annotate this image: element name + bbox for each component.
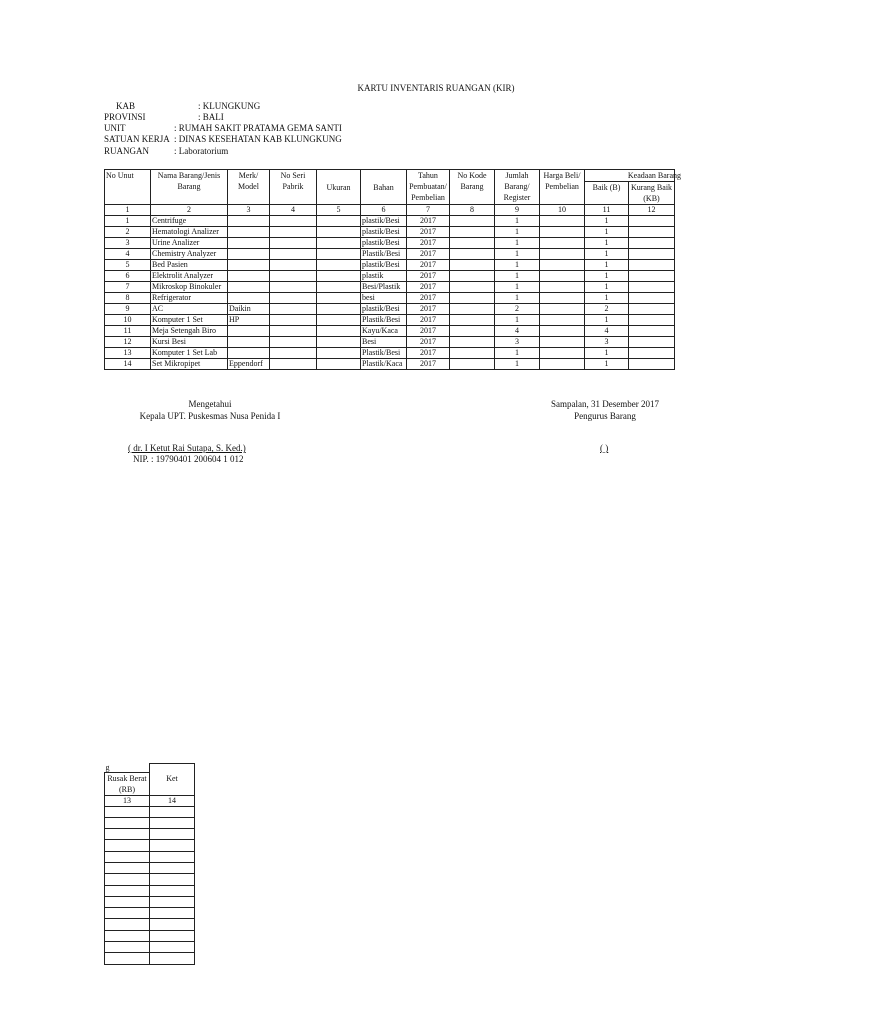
table-header-row bbox=[105, 170, 675, 182]
cell-jumlah: 1 bbox=[495, 249, 540, 260]
cell-nama: Mikroskop Binokuler bbox=[151, 282, 228, 293]
cell-baik: 1 bbox=[585, 227, 629, 238]
column-number: 7 bbox=[407, 205, 450, 216]
cell-ukuran bbox=[317, 216, 361, 227]
cell-kurang bbox=[629, 260, 675, 271]
cell-kode bbox=[450, 282, 495, 293]
cell-bahan: plastik/Besi bbox=[361, 227, 407, 238]
cell-tahun: 2017 bbox=[407, 337, 450, 348]
cell-bahan: Plastik/Kaca bbox=[361, 359, 407, 370]
cell-kode bbox=[450, 293, 495, 304]
cell-rusak-berat bbox=[105, 908, 150, 919]
cell-nama: AC bbox=[151, 304, 228, 315]
continuation-row bbox=[105, 908, 195, 919]
cell-tahun: 2017 bbox=[407, 348, 450, 359]
header-ukuran: Ukuran bbox=[317, 170, 361, 205]
cell-ket bbox=[150, 953, 195, 964]
cell-kode bbox=[450, 216, 495, 227]
info-label: RUANGAN bbox=[104, 146, 149, 156]
cell-tahun: 2017 bbox=[407, 227, 450, 238]
cell-kurang bbox=[629, 282, 675, 293]
cell-merk: Daikin bbox=[228, 304, 270, 315]
cell-kurang bbox=[629, 293, 675, 304]
info-value: : DINAS KESEHATAN KAB KLUNGKUNG bbox=[174, 134, 342, 144]
table-row bbox=[105, 238, 675, 249]
header-harga: Harga Beli/ Pembelian bbox=[540, 170, 585, 205]
cell-nama: Hematologi Analizer bbox=[151, 227, 228, 238]
cell-ukuran bbox=[317, 238, 361, 249]
cell-harga bbox=[540, 326, 585, 337]
continuation-top-row bbox=[105, 764, 195, 773]
cell-baik: 1 bbox=[585, 238, 629, 249]
cell-no: 4 bbox=[105, 249, 151, 260]
cell-ket bbox=[150, 930, 195, 941]
right-signatory-name: ( ) bbox=[600, 443, 609, 453]
header-keadaan bbox=[585, 170, 681, 182]
cell-bahan: Plastik/Besi bbox=[361, 249, 407, 260]
cell-bahan: Besi bbox=[361, 337, 407, 348]
info-row bbox=[104, 134, 342, 145]
cell-jumlah: 4 bbox=[495, 326, 540, 337]
column-number: 8 bbox=[450, 205, 495, 216]
cell-nama: Bed Pasien bbox=[151, 260, 228, 271]
cell-no: 12 bbox=[105, 337, 151, 348]
cell-merk bbox=[228, 238, 270, 249]
column-number: 9 bbox=[495, 205, 540, 216]
cell-bahan: plastik/Besi bbox=[361, 216, 407, 227]
continuation-row bbox=[105, 885, 195, 896]
cell-merk bbox=[228, 348, 270, 359]
cell-harga bbox=[540, 348, 585, 359]
continuation-row bbox=[105, 817, 195, 828]
cell-bahan: Besi/Plastik bbox=[361, 282, 407, 293]
cell-seri bbox=[270, 337, 317, 348]
pengurus-barang-label: Pengurus Barang bbox=[574, 411, 636, 421]
column-number: 10 bbox=[540, 205, 585, 216]
continuation-row bbox=[105, 806, 195, 817]
mengetahui-label: Mengetahui bbox=[188, 399, 232, 409]
cell-ket bbox=[150, 919, 195, 930]
cell-kurang bbox=[629, 326, 675, 337]
cell-bahan: plastik/Besi bbox=[361, 304, 407, 315]
cell-no: 7 bbox=[105, 282, 151, 293]
cell-ukuran bbox=[317, 271, 361, 282]
cell-ket bbox=[150, 942, 195, 953]
cell-bahan: plastik bbox=[361, 271, 407, 282]
cell-rusak-berat bbox=[105, 896, 150, 907]
continuation-row bbox=[105, 874, 195, 885]
cell-kode bbox=[450, 359, 495, 370]
cell-nama: Meja Setengah Biro bbox=[151, 326, 228, 337]
cell-rusak-berat bbox=[105, 851, 150, 862]
table-row bbox=[105, 337, 675, 348]
date-place-label: Sampalan, 31 Desember 2017 bbox=[551, 399, 659, 409]
cell-ukuran bbox=[317, 359, 361, 370]
cell-tahun: 2017 bbox=[407, 293, 450, 304]
header-kurang-baik: Kurang Baik (KB) bbox=[629, 182, 675, 205]
cell-kode bbox=[450, 260, 495, 271]
cell-ukuran bbox=[317, 282, 361, 293]
cell-jumlah: 1 bbox=[495, 282, 540, 293]
cell-ukuran bbox=[317, 249, 361, 260]
document-title: KARTU INVENTARIS RUANGAN (KIR) bbox=[357, 83, 515, 93]
cell-rusak-berat bbox=[105, 942, 150, 953]
table-row bbox=[105, 304, 675, 315]
cell-ket bbox=[150, 817, 195, 828]
cell-harga bbox=[540, 260, 585, 271]
cell-no: 13 bbox=[105, 348, 151, 359]
cell-jumlah: 1 bbox=[495, 293, 540, 304]
cell-nama: Komputer 1 Set Lab bbox=[151, 348, 228, 359]
cell-ket bbox=[150, 806, 195, 817]
cell-merk bbox=[228, 326, 270, 337]
cell-tahun: 2017 bbox=[407, 359, 450, 370]
header-keadaan-label: Keadaan Barang bbox=[627, 171, 681, 180]
cell-harga bbox=[540, 271, 585, 282]
cell-seri bbox=[270, 249, 317, 260]
left-signature-block bbox=[110, 398, 310, 422]
table-row bbox=[105, 216, 675, 227]
cell-jumlah: 1 bbox=[495, 271, 540, 282]
cell-merk: Eppendorf bbox=[228, 359, 270, 370]
table-row bbox=[105, 249, 675, 260]
cell-ukuran bbox=[317, 348, 361, 359]
header-no-seri: No Seri Pabrik bbox=[270, 170, 317, 205]
column-number: 11 bbox=[585, 205, 629, 216]
cell-merk bbox=[228, 337, 270, 348]
cell-seri bbox=[270, 216, 317, 227]
cell-tahun: 2017 bbox=[407, 238, 450, 249]
cell-nama: Centrifuge bbox=[151, 216, 228, 227]
cell-harga bbox=[540, 249, 585, 260]
cell-baik: 4 bbox=[585, 326, 629, 337]
cell-kurang bbox=[629, 238, 675, 249]
info-value: : RUMAH SAKIT PRATAMA GEMA SANTI bbox=[174, 123, 342, 133]
cell-kurang bbox=[629, 249, 675, 260]
cell-baik: 1 bbox=[585, 249, 629, 260]
table-row bbox=[105, 315, 675, 326]
info-row bbox=[104, 146, 228, 157]
cell-kurang bbox=[629, 359, 675, 370]
cell-nama: Refrigerator bbox=[151, 293, 228, 304]
cell-kurang bbox=[629, 315, 675, 326]
cell-no: 10 bbox=[105, 315, 151, 326]
cell-rusak-berat bbox=[105, 862, 150, 873]
cell-kode bbox=[450, 348, 495, 359]
cell-bahan: Kayu/Kaca bbox=[361, 326, 407, 337]
cell-baik: 2 bbox=[585, 304, 629, 315]
cell-tahun: 2017 bbox=[407, 216, 450, 227]
header-kode: No Kode Barang bbox=[450, 170, 495, 205]
cell-no: 5 bbox=[105, 260, 151, 271]
cell-nama: Urine Analizer bbox=[151, 238, 228, 249]
table-row bbox=[105, 348, 675, 359]
header-jumlah: Jumlah Barang/ Register bbox=[495, 170, 540, 205]
cell-harga bbox=[540, 315, 585, 326]
header-no-unut: No Unut bbox=[105, 170, 151, 205]
cell-harga bbox=[540, 359, 585, 370]
cell-ket bbox=[150, 885, 195, 896]
colnum-14: 14 bbox=[150, 795, 195, 806]
header-rusak-berat: Rusak Berat (RB) bbox=[105, 772, 150, 795]
cell-kode bbox=[450, 271, 495, 282]
cell-harga bbox=[540, 282, 585, 293]
cell-tahun: 2017 bbox=[407, 282, 450, 293]
cell-seri bbox=[270, 282, 317, 293]
cell-nama: Kursi Besi bbox=[151, 337, 228, 348]
cell-jumlah: 1 bbox=[495, 348, 540, 359]
cell-merk bbox=[228, 282, 270, 293]
cell-ukuran bbox=[317, 304, 361, 315]
cell-baik: 1 bbox=[585, 348, 629, 359]
cell-seri bbox=[270, 227, 317, 238]
cell-kode bbox=[450, 249, 495, 260]
cell-rusak-berat bbox=[105, 840, 150, 851]
cell-tahun: 2017 bbox=[407, 304, 450, 315]
cell-kode bbox=[450, 238, 495, 249]
info-value: : KLUNGKUNG bbox=[198, 101, 261, 111]
column-number: 6 bbox=[361, 205, 407, 216]
cell-baik: 1 bbox=[585, 359, 629, 370]
info-value: : Laboratorium bbox=[174, 146, 229, 156]
cell-harga bbox=[540, 337, 585, 348]
cell-seri bbox=[270, 348, 317, 359]
cell-merk bbox=[228, 216, 270, 227]
cell-merk: HP bbox=[228, 315, 270, 326]
cell-jumlah: 3 bbox=[495, 337, 540, 348]
left-signatory-name: ( dr. I Ketut Rai Sutapa, S. Ked.) bbox=[128, 443, 246, 453]
cell-kode bbox=[450, 304, 495, 315]
cell-baik: 1 bbox=[585, 293, 629, 304]
cell-bahan: Plastik/Besi bbox=[361, 315, 407, 326]
cell-rusak-berat bbox=[105, 953, 150, 964]
cell-ket bbox=[150, 896, 195, 907]
cell-ukuran bbox=[317, 293, 361, 304]
cell-nama: Set Mikropipet bbox=[151, 359, 228, 370]
cell-tahun: 2017 bbox=[407, 260, 450, 271]
cell-bahan: plastik/Besi bbox=[361, 238, 407, 249]
cell-tahun: 2017 bbox=[407, 271, 450, 282]
cell-seri bbox=[270, 293, 317, 304]
cell-kode bbox=[450, 337, 495, 348]
cell-ket bbox=[150, 840, 195, 851]
info-label: UNIT bbox=[104, 123, 126, 133]
column-number: 5 bbox=[317, 205, 361, 216]
cell-seri bbox=[270, 260, 317, 271]
cell-nama: Chemistry Analyzer bbox=[151, 249, 228, 260]
cell-seri bbox=[270, 271, 317, 282]
cell-kode bbox=[450, 326, 495, 337]
cell-merk bbox=[228, 293, 270, 304]
header-bahan: Bahan bbox=[361, 170, 407, 205]
cell-rusak-berat bbox=[105, 930, 150, 941]
column-number-row bbox=[105, 205, 675, 216]
cell-rusak-berat bbox=[105, 885, 150, 896]
cell-tahun: 2017 bbox=[407, 315, 450, 326]
cell-baik: 1 bbox=[585, 315, 629, 326]
cell-ukuran bbox=[317, 315, 361, 326]
cell-kode bbox=[450, 227, 495, 238]
cell-seri bbox=[270, 304, 317, 315]
cell-rusak-berat bbox=[105, 874, 150, 885]
cell-no: 9 bbox=[105, 304, 151, 315]
cell-ukuran bbox=[317, 260, 361, 271]
header-merk: Merk/ Model bbox=[228, 170, 270, 205]
table-row bbox=[105, 293, 675, 304]
cell-rusak-berat bbox=[105, 806, 150, 817]
cell-ket bbox=[150, 908, 195, 919]
table-row bbox=[105, 260, 675, 271]
cell-ukuran bbox=[317, 326, 361, 337]
cell-tahun: 2017 bbox=[407, 249, 450, 260]
header-baik: Baik (B) bbox=[585, 182, 629, 205]
cell-harga bbox=[540, 227, 585, 238]
cell-jumlah: 1 bbox=[495, 359, 540, 370]
cell-no: 1 bbox=[105, 216, 151, 227]
cell-ket bbox=[150, 862, 195, 873]
header-tahun: Tahun Pembuatan/ Pembelian bbox=[407, 170, 450, 205]
cell-bahan: Plastik/Besi bbox=[361, 348, 407, 359]
right-signature-block bbox=[520, 398, 690, 422]
cell-merk bbox=[228, 227, 270, 238]
table-row bbox=[105, 227, 675, 238]
column-number: 4 bbox=[270, 205, 317, 216]
cell-jumlah: 1 bbox=[495, 315, 540, 326]
inventory-table bbox=[104, 169, 681, 370]
cell-no: 6 bbox=[105, 271, 151, 282]
cell-no: 2 bbox=[105, 227, 151, 238]
cell-harga bbox=[540, 238, 585, 249]
cell-baik: 1 bbox=[585, 260, 629, 271]
table-row bbox=[105, 271, 675, 282]
cell-no: 8 bbox=[105, 293, 151, 304]
cell-ket bbox=[150, 829, 195, 840]
cell-harga bbox=[540, 304, 585, 315]
info-row bbox=[104, 101, 260, 112]
cell-seri bbox=[270, 238, 317, 249]
cell-jumlah: 1 bbox=[495, 216, 540, 227]
cell-rusak-berat bbox=[105, 919, 150, 930]
cell-baik: 1 bbox=[585, 271, 629, 282]
cell-baik: 1 bbox=[585, 282, 629, 293]
column-number: 12 bbox=[629, 205, 675, 216]
cell-nama: Komputer 1 Set bbox=[151, 315, 228, 326]
cell-ket bbox=[150, 874, 195, 885]
cell-bahan: plastik/Besi bbox=[361, 260, 407, 271]
cell-seri bbox=[270, 359, 317, 370]
cell-merk bbox=[228, 249, 270, 260]
table-row bbox=[105, 282, 675, 293]
cell-kurang bbox=[629, 337, 675, 348]
cell-nama: Elektrolit Analyzer bbox=[151, 271, 228, 282]
cell-harga bbox=[540, 216, 585, 227]
cell-ukuran bbox=[317, 337, 361, 348]
table-row bbox=[105, 326, 675, 337]
cell-seri bbox=[270, 315, 317, 326]
cell-seri bbox=[270, 326, 317, 337]
continuation-fragment: g bbox=[105, 764, 150, 773]
info-row bbox=[104, 123, 342, 134]
cell-no: 14 bbox=[105, 359, 151, 370]
cell-merk bbox=[228, 260, 270, 271]
continuation-row bbox=[105, 896, 195, 907]
continuation-table bbox=[104, 763, 195, 965]
column-number: 3 bbox=[228, 205, 270, 216]
cell-tahun: 2017 bbox=[407, 326, 450, 337]
cell-ukuran bbox=[317, 227, 361, 238]
cell-kurang bbox=[629, 304, 675, 315]
header-nama-barang: Nama Barang/Jenis Barang bbox=[151, 170, 228, 205]
continuation-row bbox=[105, 829, 195, 840]
info-value: : BALI bbox=[198, 112, 224, 122]
cell-merk bbox=[228, 271, 270, 282]
info-row bbox=[104, 112, 224, 123]
cell-jumlah: 2 bbox=[495, 304, 540, 315]
continuation-row bbox=[105, 919, 195, 930]
continuation-row bbox=[105, 953, 195, 964]
cell-baik: 3 bbox=[585, 337, 629, 348]
cell-jumlah: 1 bbox=[495, 227, 540, 238]
info-label: PROVINSI bbox=[104, 112, 146, 122]
cell-rusak-berat bbox=[105, 829, 150, 840]
cell-harga bbox=[540, 293, 585, 304]
kepala-label: Kepala UPT. Puskesmas Nusa Penida I bbox=[139, 411, 281, 421]
left-signatory-nip: NIP. : 19790401 200604 1 012 bbox=[133, 454, 244, 464]
header-ket: Ket bbox=[150, 764, 195, 796]
continuation-row bbox=[105, 930, 195, 941]
cell-kurang bbox=[629, 271, 675, 282]
continuation-row bbox=[105, 942, 195, 953]
cell-kode bbox=[450, 315, 495, 326]
cell-no: 11 bbox=[105, 326, 151, 337]
cell-baik: 1 bbox=[585, 216, 629, 227]
cell-rusak-berat bbox=[105, 817, 150, 828]
continuation-row bbox=[105, 851, 195, 862]
continuation-row bbox=[105, 840, 195, 851]
cell-jumlah: 1 bbox=[495, 238, 540, 249]
cell-kurang bbox=[629, 216, 675, 227]
column-number: 2 bbox=[151, 205, 228, 216]
colnum-13: 13 bbox=[105, 795, 150, 806]
cell-no: 3 bbox=[105, 238, 151, 249]
column-number: 1 bbox=[105, 205, 151, 216]
continuation-colnum-row bbox=[105, 795, 195, 806]
continuation-row bbox=[105, 862, 195, 873]
cell-ket bbox=[150, 851, 195, 862]
info-label: SATUAN KERJA bbox=[104, 134, 170, 144]
cell-bahan: besi bbox=[361, 293, 407, 304]
cell-jumlah: 1 bbox=[495, 260, 540, 271]
table-row bbox=[105, 359, 675, 370]
cell-kurang bbox=[629, 227, 675, 238]
info-label: KAB bbox=[116, 101, 136, 111]
cell-kurang bbox=[629, 348, 675, 359]
